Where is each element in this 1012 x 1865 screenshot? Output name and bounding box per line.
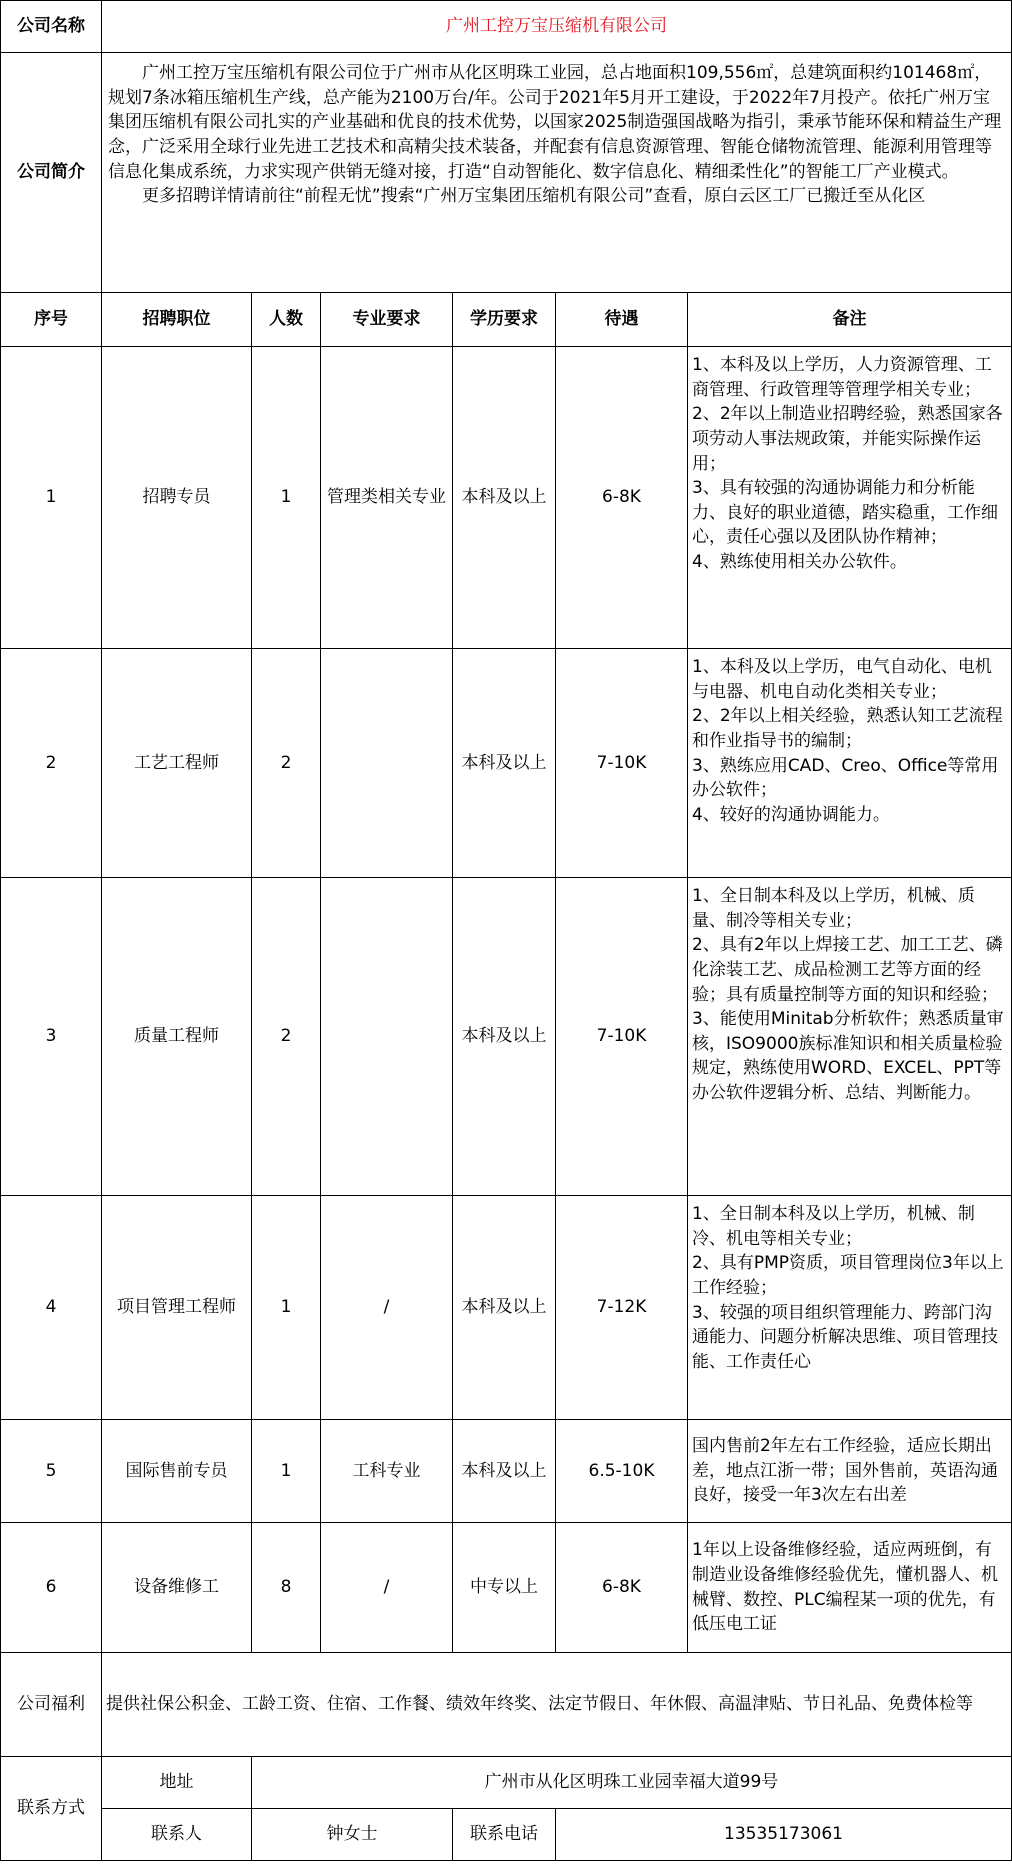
company-name-row [1,1,1012,53]
header-notes: 备注 [688,293,1012,347]
contact-person-label: 联系人 [102,1809,252,1861]
row-major: 管理类相关专业 [321,347,453,649]
table-row [1,1420,1012,1523]
table-row [1,1196,1012,1420]
row-no: 2 [1,649,102,878]
company-name: 广州工控万宝压缩机有限公司 [102,1,1012,53]
row-notes [688,347,1012,649]
row-major [321,649,453,878]
company-intro-label: 公司简介 [1,53,102,293]
row-position: 招聘专员 [102,347,252,649]
row-no: 1 [1,347,102,649]
row-count: 8 [252,1523,321,1653]
row-salary: 7-10K [556,649,688,878]
welfare-text: 提供社保公积金、工龄工资、住宿、工作餐、绩效年终奖、法定节假日、年休假、高温津贴、节日礼品、免费体检等 [102,1653,1012,1757]
row-notes [688,878,1012,1196]
row-count: 1 [252,1420,321,1523]
address-label: 地址 [102,1757,252,1809]
row-salary: 6-8K [556,347,688,649]
row-education: 本科及以上 [453,347,556,649]
row-count: 1 [252,347,321,649]
contact-person-row [1,1809,1012,1861]
contact-phone-label: 联系电话 [453,1809,556,1861]
note-line: 1、全日制本科及以上学历，机械、制冷、机电等相关专业； [692,1204,975,1249]
table-header-row [1,293,1012,347]
row-salary: 6.5-10K [556,1420,688,1523]
row-count: 2 [252,878,321,1196]
row-salary: 7-10K [556,878,688,1196]
company-intro [102,53,1012,293]
row-salary: 7-12K [556,1196,688,1420]
note-line: 1、本科及以上学历，电气自动化、电机与电器、机电自动化类相关专业； [692,657,992,702]
row-count: 1 [252,1196,321,1420]
note-line: 2、2年以上制造业招聘经验，熟悉国家各项劳动人事法规政策，并能实际操作运用； [692,404,1003,474]
note-line: 1、本科及以上学历，人力资源管理、工商管理、行政管理等管理学相关专业； [692,355,992,400]
row-position: 工艺工程师 [102,649,252,878]
row-major: 工科专业 [321,1420,453,1523]
contact-phone-value: 13535173061 [556,1809,1012,1861]
row-count: 2 [252,649,321,878]
header-count: 人数 [252,293,321,347]
row-notes [688,1196,1012,1420]
row-major [321,878,453,1196]
header-position: 招聘职位 [102,293,252,347]
table-row [1,1523,1012,1653]
note-line: 1年以上设备维修经验，适应两班倒，有制造业设备维修经验优先，懂机器人、机械臂、数控、PLC编程某一项的优先，有低压电工证 [692,1540,998,1635]
note-line: 2、2年以上相关经验，熟悉认知工艺流程和作业指导书的编制； [692,706,1003,751]
note-line: 3、具有较强的沟通协调能力和分析能力、良好的职业道德，踏实稳重，工作细心，责任心强以及团队协作精神； [692,478,998,548]
row-no: 6 [1,1523,102,1653]
company-intro-row [1,53,1012,293]
row-education: 本科及以上 [453,1420,556,1523]
row-position: 设备维修工 [102,1523,252,1653]
contact-person-value: 钟女士 [252,1809,453,1861]
row-major: / [321,1196,453,1420]
table-row [1,878,1012,1196]
row-education: 中专以上 [453,1523,556,1653]
row-salary: 6-8K [556,1523,688,1653]
header-salary: 待遇 [556,293,688,347]
note-line: 国内售前2年左右工作经验，适应长期出差，地点江浙一带；国外售前，英语沟通良好，接受一年3次左右出差 [692,1436,998,1506]
row-education: 本科及以上 [453,1196,556,1420]
address-value: 广州市从化区明珠工业园幸福大道99号 [252,1757,1012,1809]
note-line: 4、较好的沟通协调能力。 [692,804,890,825]
note-line: 2、具有2年以上焊接工艺、加工工艺、磷化涂装工艺、成品检测工艺等方面的经验；具有质量控制等方面的知识和经验； [692,935,1003,1005]
row-no: 4 [1,1196,102,1420]
intro-paragraph: 广州工控万宝压缩机有限公司位于广州市从化区明珠工业园，总占地面积109,556㎡，总建筑面积约101468㎡，规划7条冰箱压缩机生产线，总产能为2100万台/年。公司于2021年5月开工建设，于2022年7月投产。依托广州万宝集团压缩机有限公司扎实的产业基础和优良的技术优势，以国家2025制造强国战略为指引，秉承节能环保和精益生产理念，广泛采用全球行业先进工艺技术和高精尖技术装备，并配套有信息资源管理、智能仓储物流管理、能源利用管理等信息化集成系统，力求实现产供销无缝对接，打造“自动智能化、数字信息化、精细柔性化”的智能工厂产业模式。 [108,63,1002,182]
note-line: 2、具有PMP资质，项目管理岗位3年以上工作经验； [692,1253,1004,1298]
note-line: 3、能使用Minitab分析软件；熟悉质量审核，ISO9000族标准知识和相关质量检验规定，熟练使用WORD、EXCEL、PPT等办公软件逻辑分析、总结、判断能力。 [692,1009,1004,1104]
welfare-label: 公司福利 [1,1653,102,1757]
row-position: 质量工程师 [102,878,252,1196]
company-name-label: 公司名称 [1,1,102,53]
note-line: 3、较强的项目组织管理能力、跨部门沟通能力、问题分析解决思维、项目管理技能、工作责任心 [692,1302,998,1372]
note-line: 4、熟练使用相关办公软件。 [692,552,907,573]
row-no: 3 [1,878,102,1196]
intro-paragraph: 更多招聘详情请前往“前程无忧”搜索“广州万宝集团压缩机有限公司”查看，原白云区工厂已搬迁至从化区 [142,186,926,207]
row-notes [688,1420,1012,1523]
row-no: 5 [1,1420,102,1523]
row-position: 国际售前专员 [102,1420,252,1523]
table-row [1,649,1012,878]
contact-label: 联系方式 [1,1757,102,1861]
header-major: 专业要求 [321,293,453,347]
table-row [1,347,1012,649]
note-line: 1、全日制本科及以上学历，机械、质量、制冷等相关专业； [692,886,975,931]
row-education: 本科及以上 [453,649,556,878]
row-major: / [321,1523,453,1653]
welfare-row [1,1653,1012,1757]
note-line: 3、熟练应用CAD、Creo、Office等常用办公软件； [692,755,999,801]
header-no: 序号 [1,293,102,347]
row-education: 本科及以上 [453,878,556,1196]
row-notes [688,1523,1012,1653]
row-position: 项目管理工程师 [102,1196,252,1420]
header-education: 学历要求 [453,293,556,347]
row-notes [688,649,1012,878]
contact-address-row [1,1757,1012,1809]
